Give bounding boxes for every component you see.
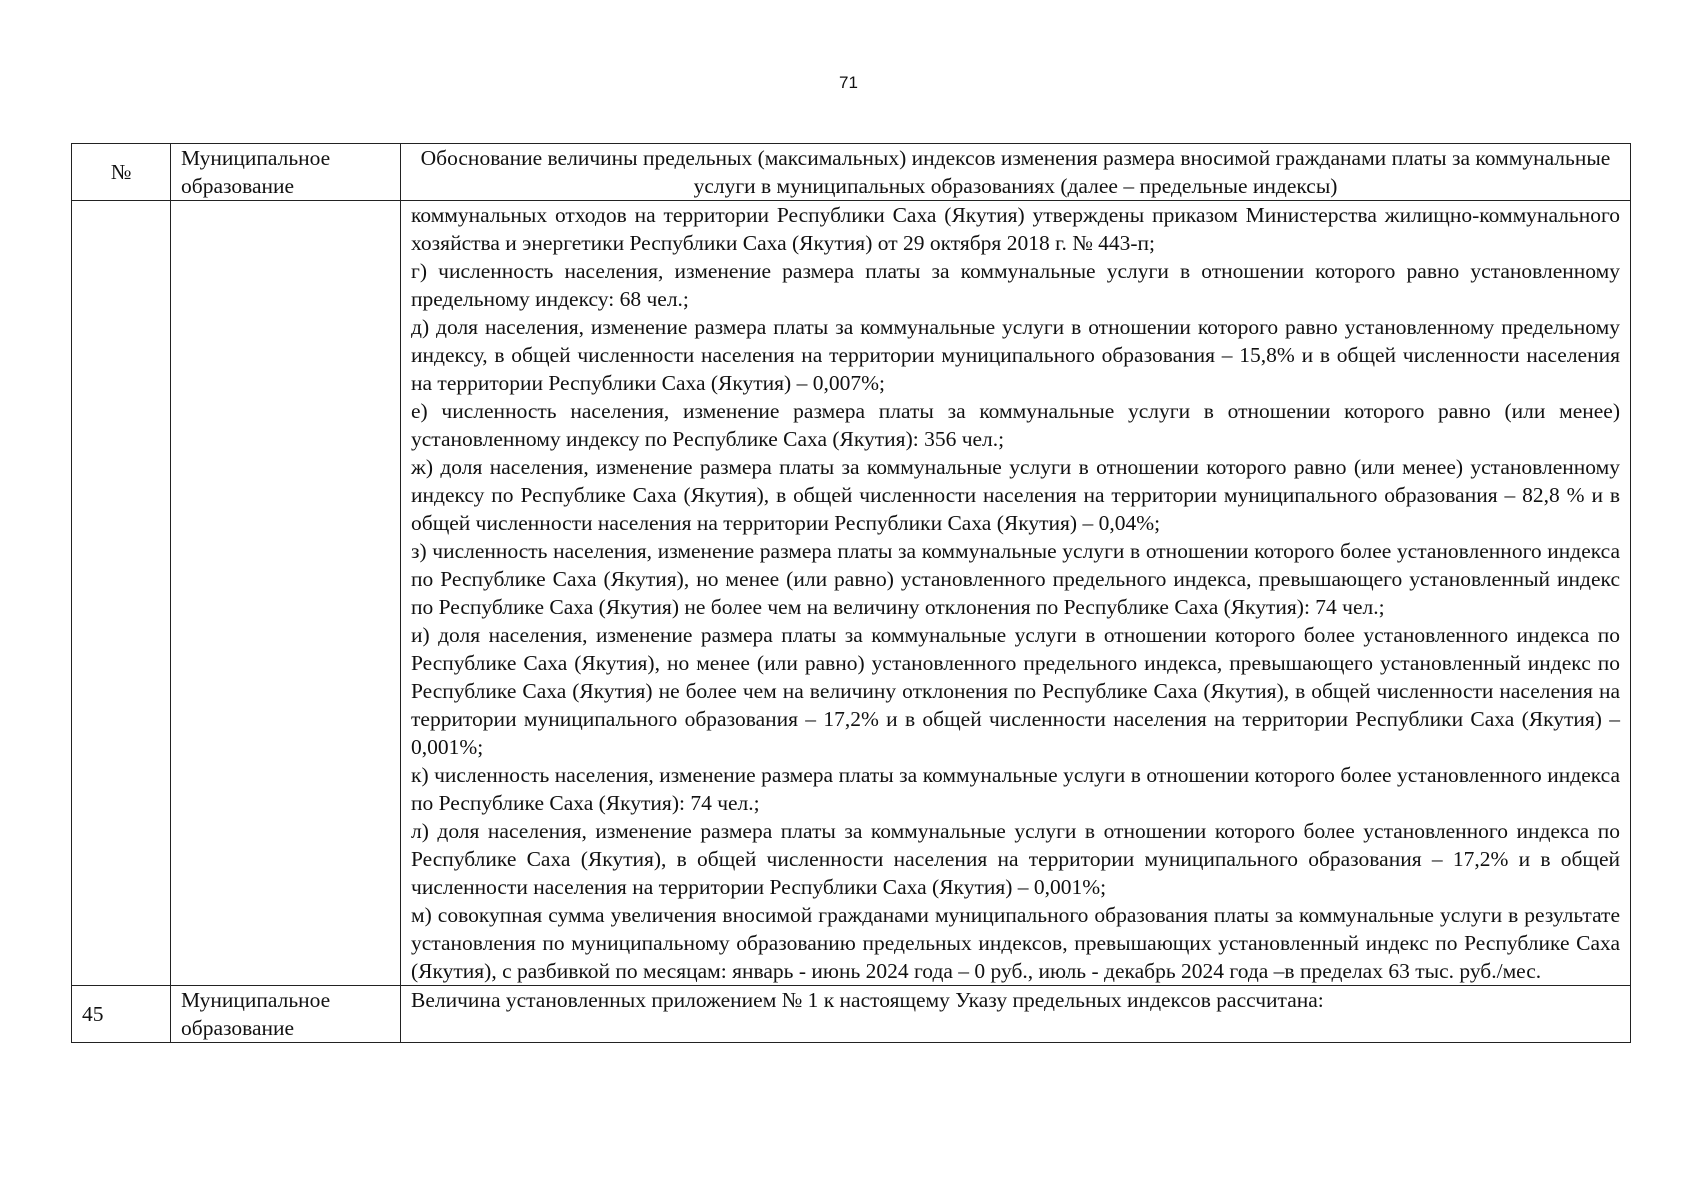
paragraph: м) совокупная сумма увеличения вносимой гражданами муниципального образования платы за коммунальные услуги в результате установления по муниципальному образованию предельных индексов, превышающих установленный индекс по Республике Саха (Якутия), с разбивкой по месяцам: январь - июнь 2024 года – 0 руб., июль - декабрь 2024 года –в пределах 63 тыс. руб./мес.: [411, 903, 1620, 983]
table-header-row: [72, 144, 1631, 201]
paragraph: ж) доля населения, изменение размера платы за коммунальные услуги в отношении которого равно (или менее) установленному индексу по Республике Саха (Якутия), в общей численности населения на территории муниципального образования – 82,8 % и в общей численности населения на территории Республики Саха (Якутия) – 0,04%;: [411, 455, 1620, 535]
table-row: [72, 201, 1631, 986]
row-justification-cell: [401, 986, 1631, 1043]
row-justification-cell: [401, 201, 1631, 986]
paragraph: коммунальных отходов на территории Республики Саха (Якутия) утверждены приказом Министерства жилищно-коммунального хозяйства и энергетики Республики Саха (Якутия) от 29 октября 2018 г. № 443-п;: [411, 203, 1620, 255]
row-number-cell: 45: [72, 986, 171, 1043]
header-municipality: Муниципальное образование: [171, 144, 401, 201]
paragraph: к) численность населения, изменение размера платы за коммунальные услуги в отношении которого более установленного индекса по Республике Саха (Якутия): 74 чел.;: [411, 763, 1620, 815]
page-number: 71: [839, 73, 858, 92]
row-municipality-cell: [171, 201, 401, 986]
header-number: №: [72, 144, 171, 201]
paragraph: л) доля населения, изменение размера платы за коммунальные услуги в отношении которого более установленного индекса по Республике Саха (Якутия), в общей численности населения на территории муниципального образования – 17,2% и в общей численности населения на территории Республики Саха (Якутия) – 0,001%;: [411, 819, 1620, 899]
paragraph: и) доля населения, изменение размера платы за коммунальные услуги в отношении которого более установленного индекса по Республике Саха (Якутия), но менее (или равно) установленного предельного индекса, превышающего установленный индекс по Республике Саха (Якутия) не более чем на величину отклонения по Республике Саха (Якутия), в общей численности населения на территории муниципального образования – 17,2% и в общей численности населения на территории Республики Саха (Якутия) – 0,001%;: [411, 623, 1620, 759]
justification-table: [71, 143, 1631, 1043]
paragraph: д) доля населения, изменение размера платы за коммунальные услуги в отношении которого равно установленному предельному индексу, в общей численности населения на территории муниципального образования – 15,8% и в общей численности населения на территории Республики Саха (Якутия) – 0,007%;: [411, 315, 1620, 395]
row-municipality-cell: Муниципальное образование: [171, 986, 401, 1043]
paragraph: з) численность населения, изменение размера платы за коммунальные услуги в отношении которого более установленного индекса по Республике Саха (Якутия), но менее (или равно) установленного предельного индекса, превышающего установленный индекс по Республике Саха (Якутия) не более чем на величину отклонения по Республике Саха (Якутия): 74 чел.;: [411, 539, 1620, 619]
header-justification: Обоснование величины предельных (максимальных) индексов изменения размера вносимой гражданами платы за коммунальные услуги в муниципальных образованиях (далее – предельные индексы): [401, 144, 1631, 201]
paragraph: Величина установленных приложением № 1 к настоящему Указу предельных индексов рассчитана:: [411, 988, 1324, 1012]
row-number-cell: [72, 201, 171, 986]
paragraph: г) численность населения, изменение размера платы за коммунальные услуги в отношении которого равно установленному предельному индексу: 68 чел.;: [411, 259, 1620, 311]
paragraph: е) численность населения, изменение размера платы за коммунальные услуги в отношении которого равно (или менее) установленному индексу по Республике Саха (Якутия): 356 чел.;: [411, 399, 1620, 451]
table-row: [72, 986, 1631, 1043]
